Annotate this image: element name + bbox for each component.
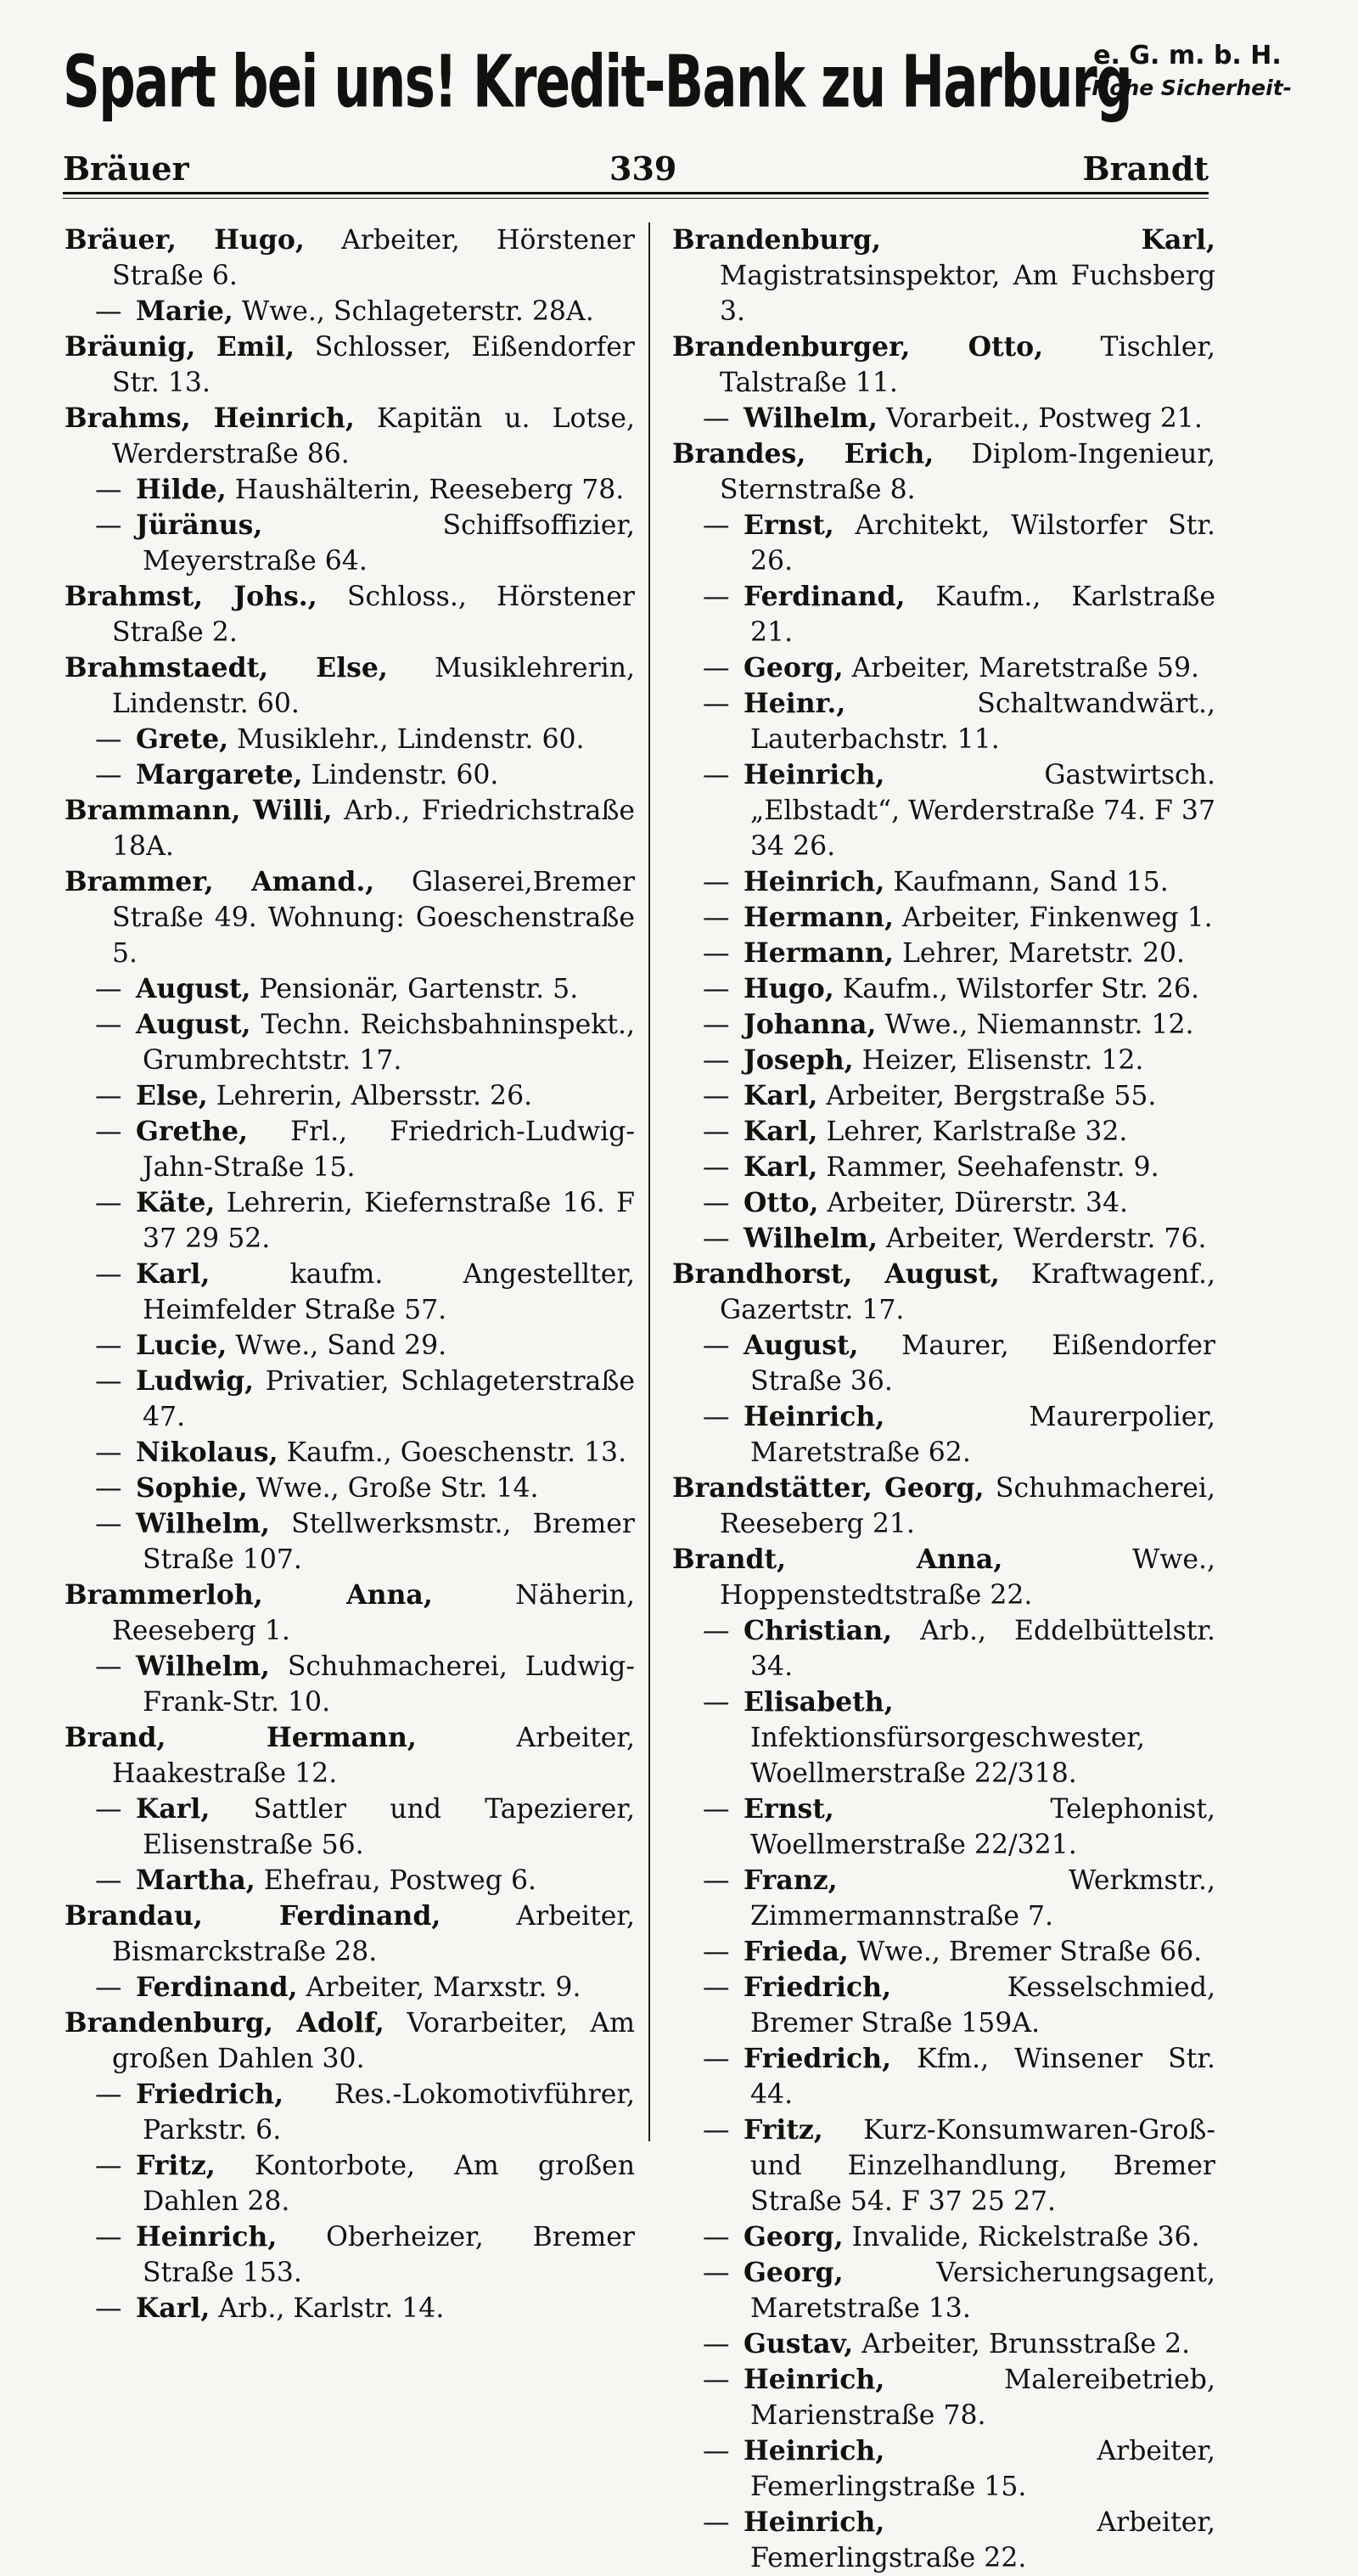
entry-details: Arbeiter, Dürerstr. 34. [827,1188,1128,1218]
header-first-entry: Bräuer [63,149,189,188]
entry-name: Karl, [136,1793,210,1825]
directory-entry [65,2291,635,2326]
banner-side-text [1064,41,1310,100]
directory-entry [65,1114,635,1185]
repeat-dash: — [703,2115,730,2146]
directory-entry [672,579,1215,650]
entry-details: Vorarbeiter, Am großen Dahlen 30. [112,2008,635,2074]
entry-details: Arbeiter, Hörstener Straße 6. [112,225,635,291]
entry-name: Sophie, [136,1472,248,1504]
entry-details: Invalide, Rickelstraße 36. [851,2222,1200,2253]
column-divider [648,222,650,2141]
directory-entry [65,508,635,579]
repeat-dash: — [95,1794,122,1825]
entry-name: August, [744,1330,859,1361]
directory-entry [672,2362,1215,2433]
entry-name: Ferdinand, [136,1971,298,2003]
entry-name: Georg, [744,652,844,683]
entry-name: Hermann, [744,902,894,933]
repeat-dash: — [703,582,730,612]
entry-name: August, [136,1009,251,1040]
directory-entry [672,1150,1215,1185]
repeat-dash: — [95,1188,122,1218]
entry-name: Marie, [136,295,233,327]
entry-details: Telephonist, Woellmerstraße 22/321. [750,1794,1215,1860]
repeat-dash: — [95,475,122,505]
entry-name: Martha, [136,1865,255,1896]
directory-entry [672,401,1215,436]
entry-details: Rammer, Seehafenstr. 9. [826,1152,1159,1183]
entry-details: Lindenstr. 60. [311,760,499,790]
entry-name: Fritz, [136,2150,216,2181]
directory-entry [672,2219,1215,2255]
repeat-dash: — [95,2079,122,2110]
directory-entry [672,1257,1215,1328]
directory-entry [65,1506,635,1578]
repeat-dash: — [703,1081,730,1111]
entry-name: Brahmstaedt, Else, [65,652,388,683]
left-column [65,222,635,2326]
repeat-dash: — [95,1651,122,1682]
repeat-dash: — [95,2151,122,2181]
directory-entry [65,1649,635,1720]
entry-name: Grethe, [136,1116,248,1147]
entry-name: Ludwig, [136,1365,255,1397]
directory-entry [672,1542,1215,1613]
directory-entry [65,1898,635,1970]
entry-details: Stellwerksmstr., Bremer Straße 107. [143,1509,635,1575]
entry-details: Wwe., Bremer Straße 66. [856,1937,1203,1967]
directory-entry [65,401,635,472]
entry-name: Hugo, [744,973,834,1004]
repeat-dash: — [703,2044,730,2074]
entry-details: Arbeiter, Finkenweg 1. [901,903,1213,933]
directory-entry [65,2148,635,2219]
directory-entry [672,900,1215,936]
directory-entry [65,1078,635,1114]
entry-name: Brahmst, Johs., [65,581,317,612]
directory-entry [672,1685,1215,1791]
entry-name: August, [136,973,251,1004]
repeat-dash: — [703,1616,730,1646]
entry-details: Maurerpolier, Maretstraße 62. [750,1402,1215,1468]
entry-name: Otto, [744,1187,819,1218]
repeat-dash: — [95,2222,122,2253]
entry-name: Hermann, [744,937,894,969]
entry-details: Schaltwandwärt., Lauterbachstr. 11. [750,689,1215,755]
entry-details: Arbeiter, Femerlingstraße 15. [750,2436,1215,2502]
entry-details: Kaufm., Goeschenstr. 13. [286,1437,627,1468]
entry-details: Kesselschmied, Bremer Straße 159A. [750,1972,1215,2039]
entry-details: Pensionär, Gartenstr. 5. [259,974,579,1004]
directory-entry [65,650,635,722]
entry-name: Karl, [744,1080,818,1111]
entry-details: Glaserei,Bremer Straße 49. Wohnung: Goeschenstraße 5. [112,867,635,969]
directory-entry [672,2112,1215,2219]
repeat-dash: — [95,760,122,790]
repeat-dash: — [95,296,122,327]
entry-details: Schiffsoffizier, Meyerstraße 64. [143,510,635,577]
directory-entry [65,2005,635,2077]
entry-name: Heinrich, [744,2435,885,2466]
page-number: 339 [609,149,677,188]
repeat-dash: — [95,1259,122,1290]
entry-details: Kraftwagenf., Gazertstr. 17. [720,1259,1215,1325]
directory-entry [65,1185,635,1257]
entry-name: Brammann, Willi, [65,795,333,826]
entry-name: Franz, [744,1865,838,1896]
entry-details: Kaufm., Karlstraße 21. [750,582,1215,648]
directory-entry [672,686,1215,757]
directory-entry [672,1114,1215,1150]
entry-name: Jüränus, [136,509,263,541]
entry-name: Friedrich, [744,2043,892,2074]
directory-entry [65,793,635,864]
running-header [63,149,1209,192]
directory-entry [672,2433,1215,2505]
entry-name: Hilde, [136,474,227,505]
entry-details: Lehrer, Karlstraße 32. [826,1116,1128,1147]
entry-name: Brandau, Ferdinand, [65,1900,441,1932]
directory-entry [65,1364,635,1435]
entry-name: Heinrich, [744,759,885,790]
entry-details: Arbeiter, Bismarckstraße 28. [112,1901,635,1967]
entry-name: Ernst, [744,1793,834,1825]
entry-details: Kfm., Winsener Str. 44. [750,2044,1215,2110]
entry-details: Musiklehr., Lindenstr. 60. [237,724,585,755]
entry-details: Lehrerin, Kiefernstraße 16. F 37 29 52. [143,1188,635,1254]
entry-name: Brand, Hermann, [65,1722,417,1753]
entry-name: Karl, [744,1151,818,1183]
entry-details: Arbeiter, Bergstraße 55. [826,1081,1157,1111]
entry-name: Wilhelm, [744,1223,878,1254]
advertising-banner [63,34,1310,144]
repeat-dash: — [703,2507,730,2538]
entry-name: Else, [136,1080,208,1111]
directory-entry [672,1934,1215,1970]
entry-name: Heinrich, [136,2221,278,2253]
repeat-dash: — [703,2436,730,2466]
directory-entry [672,2041,1215,2112]
repeat-dash: — [703,1865,730,1896]
entry-name: Wilhelm, [744,402,878,434]
entry-name: Frieda, [744,1936,849,1967]
repeat-dash: — [703,689,730,719]
directory-entry [672,971,1215,1007]
directory-entry [65,329,635,401]
directory-entry [65,971,635,1007]
directory-entry [672,936,1215,971]
repeat-dash: — [703,1794,730,1825]
entry-name: Georg, [744,2221,844,2253]
entry-details: Wwe., Sand 29. [235,1330,447,1361]
entry-details: Infektionsfürsorgeschwester, Woellmerstraße 22/318. [750,1723,1146,1789]
entry-details: Wwe., Große Str. 14. [255,1473,539,1504]
entry-name: Brandenburg, Karl, [672,224,1215,256]
entry-details: Kapitän u. Lotse, Werderstraße 86. [112,403,635,470]
repeat-dash: — [703,403,730,434]
entry-name: Friedrich, [136,2078,284,2110]
banner-slogan: Spart bei uns! Kredit-Bank zu Harburg [63,39,1132,124]
entry-name: Käte, [136,1187,216,1218]
entry-details: Arbeiter, Femerlingstraße 22. [750,2507,1215,2573]
banner-company-form: e. G. m. b. H. [1093,41,1282,70]
entry-details: Kaufmann, Sand 15. [893,867,1169,897]
entry-details: Musiklehrerin, Lindenstr. 60. [112,653,636,719]
entry-details: Arbeiter, Marxstr. 9. [306,1972,581,2003]
entry-name: Heinr., [744,688,846,719]
directory-entry [65,1435,635,1471]
entry-details: Gastwirtsch. „Elbstadt“, Werderstraße 74. F 37 34 26. [750,760,1215,862]
directory-entry [65,1578,635,1649]
entry-details: Kurz-Konsumwaren-Groß- und Einzelhandlung, Bremer Straße 54. F 37 25 27. [750,2115,1215,2217]
directory-entry [65,2077,635,2148]
directory-entry [65,864,635,971]
entry-name: Bräunig, Emil, [65,331,295,363]
repeat-dash: — [703,1045,730,1076]
entry-name: Lucie, [136,1330,227,1361]
entry-details: Res.-Lokomotivführer, Parkstr. 6. [143,2079,635,2146]
directory-entry [672,1221,1215,1257]
entry-details: Schloss., Hörstener Straße 2. [112,582,635,648]
entry-details: Ehefrau, Postweg 6. [263,1865,537,1896]
entry-name: Georg, [744,2257,844,2288]
repeat-dash: — [703,2258,730,2288]
entry-name: Brammer, Amand., [65,866,375,897]
directory-entry [672,222,1215,329]
entry-details: Wwe., Niemannstr. 12. [884,1010,1194,1040]
entry-details: Näherin, Reeseberg 1. [112,1580,635,1646]
directory-entry [65,1257,635,1328]
repeat-dash: — [95,1972,122,2003]
entry-details: Lehrerin, Albersstr. 26. [216,1081,533,1111]
entry-details: Privatier, Schlageterstraße 47. [143,1366,635,1432]
entry-details: Arbeiter, Brunsstraße 2. [861,2329,1191,2359]
entry-name: Wilhelm, [136,1651,270,1682]
directory-entry [672,329,1215,401]
entry-name: Heinrich, [744,866,885,897]
repeat-dash: — [95,724,122,755]
directory-entry [65,2219,635,2291]
entry-details: Frl., Friedrich-Ludwig-Jahn-Straße 15. [143,1116,635,1183]
directory-entry [672,2505,1215,2576]
directory-entry [672,1007,1215,1043]
entry-name: Nikolaus, [136,1437,278,1468]
repeat-dash: — [703,1152,730,1183]
entry-name: Heinrich, [744,2506,885,2538]
repeat-dash: — [703,2222,730,2253]
repeat-dash: — [703,1687,730,1718]
entry-details: Malereibetrieb, Marienstraße 78. [750,2365,1215,2431]
entry-name: Brandenburg, Adolf, [65,2007,384,2039]
repeat-dash: — [703,938,730,969]
entry-name: Grete, [136,723,229,755]
repeat-dash: — [703,510,730,541]
entry-name: Brahms, Heinrich, [65,402,355,434]
right-column [672,222,1215,2576]
entry-details: Tischler, Talstraße 11. [720,332,1215,398]
directory-entry [65,294,635,329]
entry-details: Vorarbeit., Postweg 21. [885,403,1203,434]
entry-details: Haushälterin, Reeseberg 78. [234,475,625,505]
entry-name: Joseph, [744,1044,854,1076]
entry-name: Margarete, [136,759,303,790]
entry-details: Maurer, Eißendorfer Straße 36. [750,1330,1215,1397]
repeat-dash: — [703,653,730,683]
directory-entry [672,1399,1215,1471]
header-last-entry: Brandt [1082,149,1209,188]
directory-entry [672,1185,1215,1221]
directory-entry [672,1043,1215,1078]
repeat-dash: — [703,1937,730,1967]
entry-details: Schuhmacherei, Reeseberg 21. [720,1473,1215,1539]
entry-name: Wilhelm, [136,1508,270,1539]
repeat-dash: — [703,1330,730,1361]
repeat-dash: — [703,903,730,933]
entry-name: Elisabeth, [744,1686,894,1718]
entry-details: Schlosser, Eißendorfer Str. 13. [112,332,635,398]
repeat-dash: — [703,2329,730,2359]
entry-details: Arbeiter, Haakestraße 12. [112,1723,635,1789]
repeat-dash: — [95,1366,122,1397]
directory-entry [65,1970,635,2005]
directory-entry [672,1791,1215,1863]
entry-name: Brandhorst, August, [672,1258,1000,1290]
entry-name: Johanna, [744,1009,877,1040]
entry-details: Kaufm., Wilstorfer Str. 26. [842,974,1200,1004]
entry-details: Kontorbote, Am großen Dahlen 28. [143,2151,635,2217]
banner-tagline: -Hohe Sicherheit- [1082,76,1293,100]
directory-entry [65,757,635,793]
repeat-dash: — [95,1509,122,1539]
directory-entry [65,579,635,650]
entry-name: Ferdinand, [744,581,906,612]
repeat-dash: — [703,1972,730,2003]
directory-entry [672,864,1215,900]
repeat-dash: — [95,1116,122,1147]
header-rule [63,192,1209,194]
entry-name: Brandenburger, Otto, [672,331,1044,363]
entry-name: Brammerloh, Anna, [65,1579,433,1611]
entry-name: Heinrich, [744,2364,885,2395]
repeat-dash: — [95,2293,122,2324]
entry-details: Architekt, Wilstorfer Str. 26. [750,510,1215,577]
entry-details: Heizer, Elisenstr. 12. [861,1045,1144,1076]
directory-entry [65,1791,635,1863]
entry-name: Karl, [744,1116,818,1147]
directory-entry [672,757,1215,864]
entry-name: Bräuer, Hugo, [65,224,305,256]
repeat-dash: — [703,760,730,790]
directory-entry [672,2255,1215,2326]
header-rule-thin [63,198,1209,199]
entry-details: Arb., Eddelbüttelstr. 34. [750,1616,1215,1682]
entry-details: Lehrer, Maretstr. 20. [901,938,1186,969]
entry-details: Arb., Friedrichstraße 18A. [112,796,636,862]
entry-name: Friedrich, [744,1971,892,2003]
repeat-dash: — [703,1010,730,1040]
directory-entry [65,722,635,757]
directory-entry [672,508,1215,579]
entry-name: Brandes, Erich, [672,438,934,470]
directory-entry [65,1328,635,1364]
repeat-dash: — [703,2365,730,2395]
repeat-dash: — [703,1223,730,1254]
directory-entry [672,1078,1215,1114]
entry-details: Arbeiter, Werderstr. 76. [885,1223,1207,1254]
entry-details: Versicherungsagent, Maretstraße 13. [750,2258,1215,2324]
entry-name: Christian, [744,1615,893,1646]
directory-entry [672,1863,1215,1934]
entry-name: Fritz, [744,2114,823,2146]
directory-entry [65,222,635,294]
entry-details: Diplom-Ingenieur, Sternstraße 8. [720,439,1216,505]
repeat-dash: — [95,1437,122,1468]
directory-entry [65,1720,635,1791]
entry-details: Techn. Reichsbahninspekt., Grumbrechtstr. 17. [143,1010,635,1076]
directory-entry [672,2326,1215,2362]
entry-details: kaufm. Angestellter, Heimfelder Straße 57. [143,1259,636,1325]
repeat-dash: — [95,1010,122,1040]
entry-name: Ernst, [744,509,834,541]
directory-entry [672,1613,1215,1685]
directory-entry [65,1471,635,1506]
entry-details: Arb., Karlstr. 14. [218,2293,445,2324]
entry-details: Wwe., Schlageterstr. 28A. [241,296,594,327]
entry-name: Heinrich, [744,1401,885,1432]
entry-details: Schuhmacherei, Ludwig-Frank-Str. 10. [143,1651,635,1718]
directory-entry [672,436,1215,508]
directory-entry [65,472,635,508]
directory-entry [65,1007,635,1078]
repeat-dash: — [703,867,730,897]
repeat-dash: — [95,974,122,1004]
directory-entry [672,650,1215,686]
repeat-dash: — [703,1188,730,1218]
entry-name: Brandstätter, Georg, [672,1472,985,1504]
repeat-dash: — [95,1081,122,1111]
directory-entry [672,1970,1215,2041]
repeat-dash: — [95,510,122,541]
entry-details: Magistratsinspektor, Am Fuchsberg 3. [720,261,1215,327]
repeat-dash: — [95,1330,122,1361]
entry-name: Karl, [136,2292,210,2324]
repeat-dash: — [703,1116,730,1147]
directory-entry [672,1471,1215,1542]
entry-details: Sattler und Tapezierer, Elisenstraße 56. [143,1794,635,1860]
entry-details: Arbeiter, Maretstraße 59. [851,653,1200,683]
repeat-dash: — [95,1473,122,1504]
repeat-dash: — [95,1865,122,1896]
directory-entry [65,1863,635,1898]
repeat-dash: — [703,974,730,1004]
entry-name: Brandt, Anna, [672,1544,1003,1575]
directory-entry [672,1328,1215,1399]
entry-details: Werkmstr., Zimmermannstraße 7. [750,1865,1215,1932]
entry-details: Oberheizer, Bremer Straße 153. [143,2222,635,2288]
repeat-dash: — [703,1402,730,1432]
entry-details: Wwe., Hoppenstedtstraße 22. [720,1544,1215,1611]
entry-name: Gustav, [744,2328,854,2359]
entry-name: Karl, [136,1258,210,1290]
